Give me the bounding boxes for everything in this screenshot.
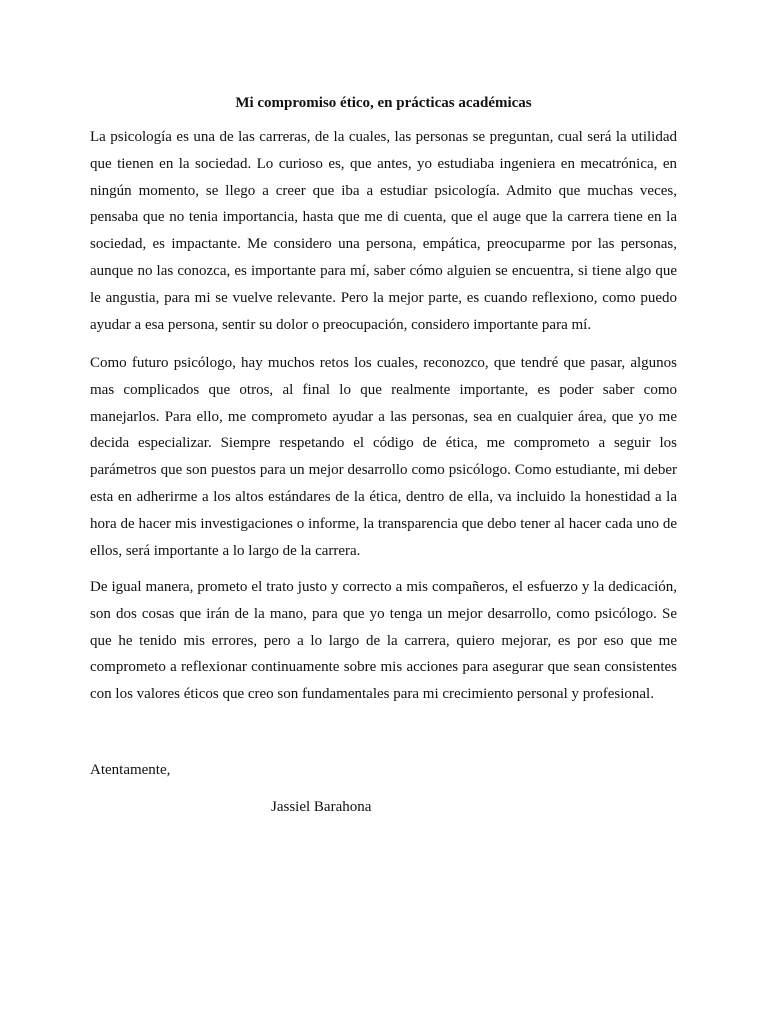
- paragraph-1: La psicología es una de las carreras, de la cuales, las personas se preguntan, cual será la utilidad que tienen en la sociedad. Lo curioso es, que antes, yo estudiaba ingeniera en mecatrónica, en ningún momento, se llego a creer que iba a estudiar psicología. Admito que muchas veces, pensaba que no tenia importancia, hasta que me di cuenta, que el auge que la carrera tiene en la sociedad, es impactante. Me considero una persona, empática, preocuparme por las personas, aunque no las conozca, es importante para mí, saber cómo alguien se encuentra, si tiene algo que le angustia, para mi se vuelve relevante. Pero la mejor parte, es cuando reflexiono, como puedo ayudar a esa persona, sentir su dolor o preocupación, considero importante para mí.: [90, 129, 677, 333]
- paragraph-2: Como futuro psicólogo, hay muchos retos los cuales, reconozco, que tendré que pasar, algunos mas complicados que otros, al final lo que realmente importante, es poder saber como manejarlos. Para ello, me comprometo ayudar a las personas, sea en cualquier área, que yo me decida especializar. Siempre respetando el código de ética, me comprometo a seguir los parámetros que son puestos para un mejor desarrollo como psicólogo. Como estudiante, mi deber esta en adherirme a los altos estándares de la ética, dentro de ella, va incluido la honestidad a la hora de hacer mis investigaciones o informe, la transparencia que debo tener al hacer cada uno de ellos, será importante a lo largo de la carrera.: [90, 355, 677, 559]
- closing-salutation: Atentamente,: [90, 762, 171, 778]
- signature-name: Jassiel Barahona: [271, 799, 372, 815]
- paragraph-3: De igual manera, prometo el trato justo y correcto a mis compañeros, el esfuerzo y la dedicación, son dos cosas que irán de la mano, para que yo tenga un mejor desarrollo, como psicólogo. Se que he tenido mis errores, pero a lo largo de la carrera, quiero mejorar, es por eso que me comprometo a reflexionar continuamente sobre mis acciones para asegurar que sean consistentes con los valores éticos que creo son fundamentales para mi crecimiento personal y profesional.: [90, 579, 677, 703]
- document-title: Mi compromiso ético, en prácticas académicas: [235, 95, 532, 111]
